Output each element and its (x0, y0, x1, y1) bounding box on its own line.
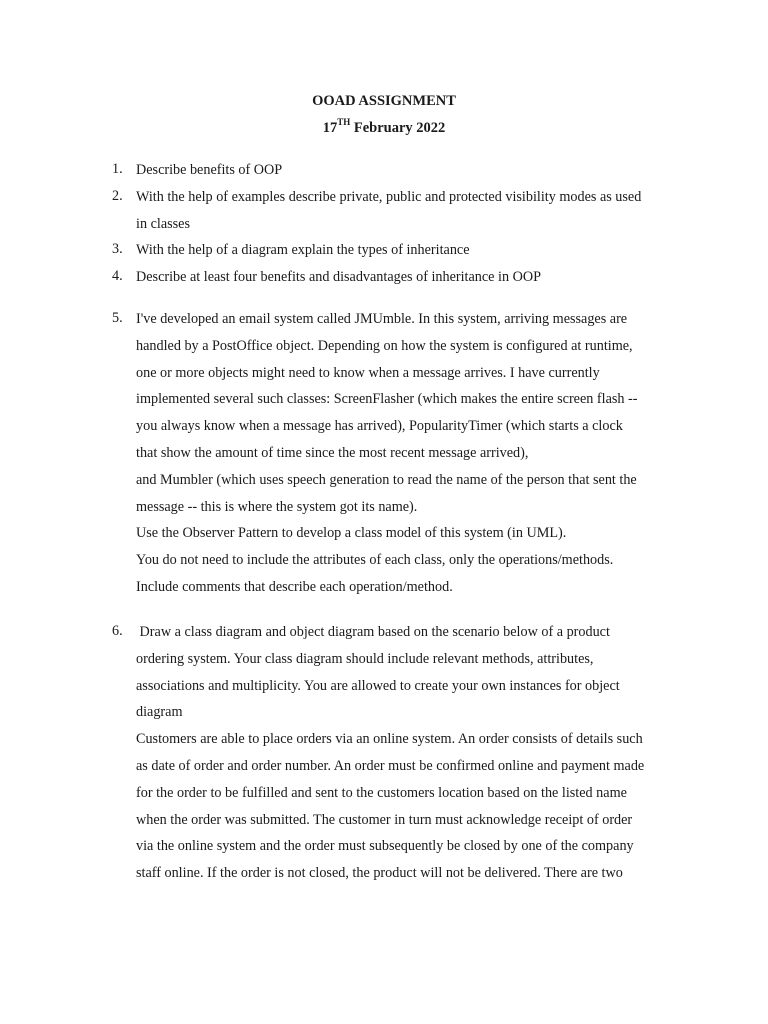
document-date (0, 117, 768, 137)
date-month-year: February 2022 (350, 120, 446, 136)
question-text-line: ordering system. Your class diagram should include relevant methods, attributes, (136, 650, 594, 667)
question-text-line: for the order to be fulfilled and sent to the customers location based on the listed name (136, 784, 627, 801)
document-title: OOAD ASSIGNMENT (312, 93, 456, 109)
question-number: 6. (112, 623, 123, 639)
question-text-line: I've developed an email system called JMUmble. In this system, arriving messages are (136, 311, 628, 327)
question-number: 5. (112, 310, 123, 326)
question-text-line: Describe at least four benefits and disadvantages of inheritance in OOP (136, 269, 541, 285)
question-text-line: one or more objects might need to know when a message arrives. I have currently (136, 364, 600, 381)
question-text-line: via the online system and the order must subsequently be closed by one of the company (136, 838, 634, 855)
date-day: 17 (322, 120, 338, 136)
question-text-line: as date of order and order number. An order must be confirmed online and payment made (136, 757, 645, 774)
question-text-line: associations and multiplicity. You are allowed to create your own instances for object (136, 677, 620, 694)
question-text-line: and Mumbler (which uses speech generation to read the name of the person that sent the (136, 471, 637, 488)
question-text-line: implemented several such classes: ScreenFlasher (which makes the entire screen flash -- (136, 391, 638, 408)
question-number: 1. (112, 161, 123, 177)
question-text-line: Include comments that describe each operation/method. (136, 578, 453, 595)
question-text-line: Customers are able to place orders via an online system. An order consists of details such (136, 731, 643, 748)
question-text-line: that show the amount of time since the most recent message arrived), (136, 444, 529, 461)
question-text-line: With the help of examples describe private, public and protected visibility modes as used (136, 189, 642, 205)
question-text-line: staff online. If the order is not closed, the product will not be delivered. There are two (136, 865, 623, 882)
question-text-line: With the help of a diagram explain the types of inheritance (136, 242, 470, 258)
question-number: 4. (112, 268, 123, 284)
question-text-line: diagram (136, 704, 183, 721)
date-suffix: TH (337, 117, 351, 128)
question-text-line: message -- this is where the system got its name). (136, 498, 418, 515)
question-text-line: when the order was submitted. The customer in turn must acknowledge receipt of order (136, 811, 633, 828)
question-text-line: You do not need to include the attributes of each class, only the operations/methods. (136, 552, 614, 569)
question-text-line: Use the Observer Pattern to develop a class model of this system (in UML). (136, 525, 567, 542)
question-text-line: Draw a class diagram and object diagram based on the scenario below of a product (136, 624, 610, 640)
question-number: 2. (112, 188, 123, 204)
question-text-line: handled by a PostOffice object. Depending on how the system is configured at runtime, (136, 337, 633, 354)
question-text-line: Describe benefits of OOP (136, 162, 283, 178)
question-text-line: in classes (136, 215, 190, 232)
question-text-line: you always know when a message has arrived), PopularityTimer (which starts a clock (136, 418, 623, 435)
question-number: 3. (112, 241, 123, 257)
